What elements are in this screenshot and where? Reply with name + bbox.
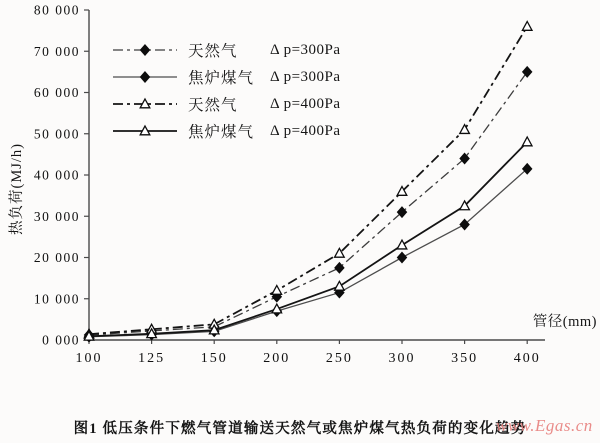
legend-gas-label: 焦炉煤气 [188, 70, 255, 87]
x-tick-label: 100 [75, 351, 103, 366]
watermark: www.Egas.cn [496, 416, 593, 435]
y-tick-label: 10 000 [33, 291, 80, 307]
y-tick-label: 30 000 [33, 208, 80, 224]
y-tick-label: 40 000 [33, 167, 80, 183]
x-tick-label: 400 [513, 351, 541, 366]
triangle-marker [522, 22, 532, 31]
legend-gas-label: 焦炉煤气 [188, 124, 255, 141]
legend-pressure-label: Δ p=300Pa [270, 68, 341, 85]
legend-gas-label: 天然气 [188, 43, 238, 60]
triangle-marker [460, 125, 470, 134]
x-tick-label: 350 [451, 351, 479, 366]
legend-pressure-label: Δ p=400Pa [270, 95, 341, 112]
legend-row-1 [112, 67, 341, 87]
triangle-marker [522, 137, 532, 146]
x-tick-label: 125 [138, 351, 166, 366]
legend-pressure-label: Δ p=400Pa [270, 122, 341, 139]
diamond-marker [140, 45, 149, 55]
y-tick-label: 50 000 [33, 126, 80, 142]
legend-line-sample-icon [112, 124, 178, 138]
figure-caption: 图1 低压条件下燃气管道输送天然气或焦炉煤气热负荷的变化趋势 [73, 421, 527, 437]
legend-row-2 [112, 94, 341, 114]
legend-pressure-label: Δ p=300Pa [270, 41, 341, 58]
legend-row-3 [112, 121, 341, 141]
triangle-marker [335, 281, 345, 290]
triangle-marker [397, 240, 407, 249]
legend-row-0 [112, 40, 341, 60]
x-axis-title: 管径(mm) [532, 314, 597, 330]
x-tick-label: 200 [263, 351, 291, 366]
legend-line-sample-icon [112, 43, 178, 57]
diamond-marker [397, 252, 406, 262]
y-tick-label: 60 000 [33, 85, 80, 100]
diamond-marker [140, 72, 149, 82]
y-tick-label: 0 000 [42, 332, 80, 348]
series-line-3 [89, 142, 527, 336]
x-tick-label: 250 [325, 351, 353, 366]
y-tick-label: 70 000 [33, 43, 80, 59]
series-line-1 [89, 169, 527, 337]
triangle-marker [272, 286, 282, 295]
x-tick-label: 150 [200, 351, 228, 366]
y-axis-title: 热负荷(MJ/h) [9, 143, 25, 235]
x-tick-label: 300 [388, 351, 416, 366]
series-3 [84, 137, 532, 340]
y-tick-label: 20 000 [33, 250, 80, 265]
legend-line-sample-icon [112, 70, 178, 84]
y-tick-label: 80 000 [33, 2, 80, 18]
chart-legend [112, 40, 341, 141]
series-1 [84, 164, 531, 342]
legend-gas-label: 天然气 [188, 97, 238, 114]
legend-line-sample-icon [112, 97, 178, 111]
